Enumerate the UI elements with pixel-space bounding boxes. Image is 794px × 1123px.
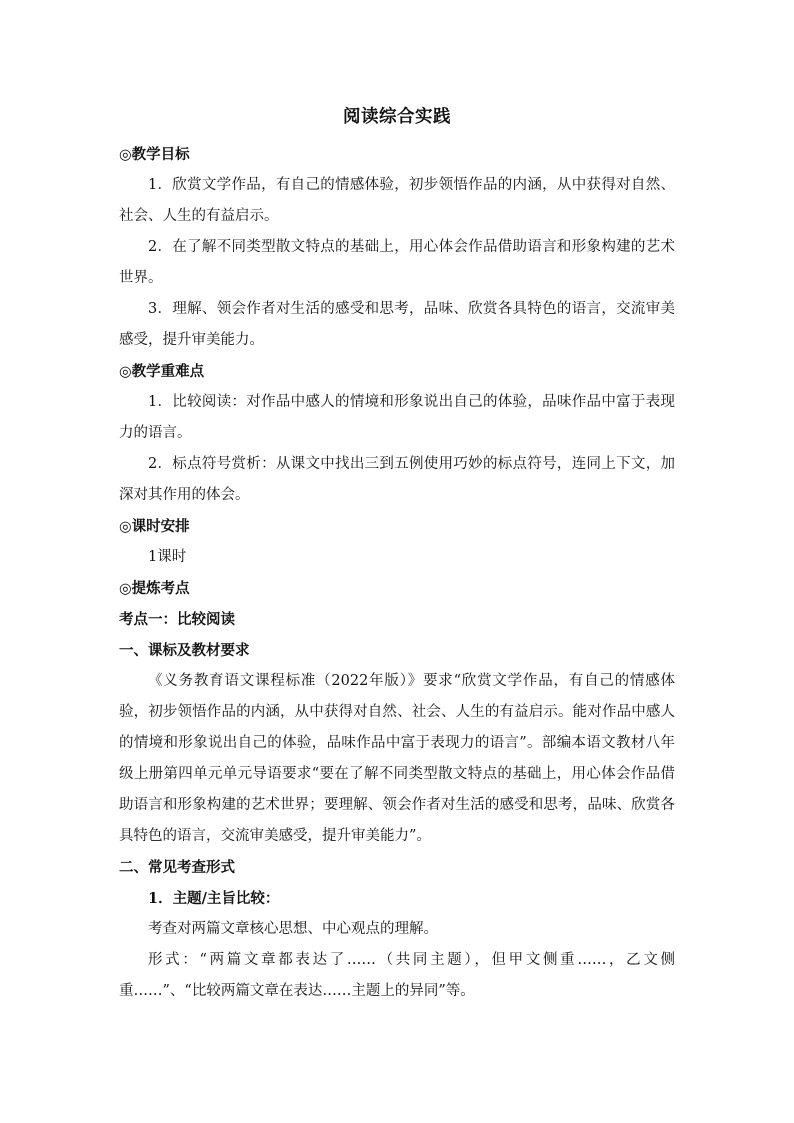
key-point-item-1: 1．比较阅读：对作品中感人的情境和形象说出自己的体验，品味作品中富于表现力的语言。: [119, 394, 675, 441]
schedule-text: 1课时: [148, 549, 187, 565]
subsection-heading-exam-forms: 二、常见考查形式: [119, 859, 235, 876]
section-heading-key-points: ◎教学重难点: [119, 363, 205, 380]
goal-item-2: 2．在了解不同类型散文特点的基础上，用心体会作品借助语言和形象构建的艺术世界。: [119, 239, 675, 286]
goal-item-1: 1．欣赏文学作品，有自己的情感体验，初步领悟作品的内涵，从中获得对自然、社会、人生的有益启示。: [119, 177, 675, 224]
goal-item-3: 3．理解、领会作者对生活的感受和思考，品味、欣赏各具特色的语言，交流审美感受，提升审美能力。: [119, 301, 675, 348]
section-heading-exam-points: ◎提炼考点: [119, 580, 190, 597]
section-heading-goals: ◎教学目标: [119, 146, 190, 163]
exam-point-one-heading: 考点一：比较阅读: [119, 611, 235, 628]
page-title: 阅读综合实践: [343, 107, 451, 127]
subsection-heading-standards: 一、课标及教材要求: [119, 642, 250, 659]
form-1-example: 形式：“两篇文章都表达了……（共同主题），但甲文侧重……，乙文侧重……”、“比较两篇文章在表达……主题上的异同”等。: [119, 952, 675, 999]
standards-paragraph: 《义务教育语文课程标准（2022年版）》要求“欣赏文学作品，有自己的情感体验，初步领悟作品的内涵，从中获得对自然、社会、人生的有益启示。能对作品中感人的情境和形象说出自己的体验，品味作品中富于表现力的语言”。部编本语文教材八年级上册第四单元单元导语要求“要在了解不同类型散文特点的基础上，用心体会作品借助语言和形象构建的艺术世界；要理解、领会作者对生活的感受和思考，品味、欣赏各具特色的语言，交流审美感受，提升审美能力”。: [119, 673, 675, 844]
form-1-heading: 1．主题/主旨比较：: [148, 890, 280, 907]
document-body: [119, 139, 675, 1007]
form-1-text: 考查对两篇文章核心思想、中心观点的理解。: [148, 921, 438, 937]
key-point-item-2: 2．标点符号赏析：从课文中找出三到五例使用巧妙的标点符号，连同上下文，加深对其作用的体会。: [119, 456, 675, 503]
section-heading-schedule: ◎课时安排: [119, 518, 190, 535]
